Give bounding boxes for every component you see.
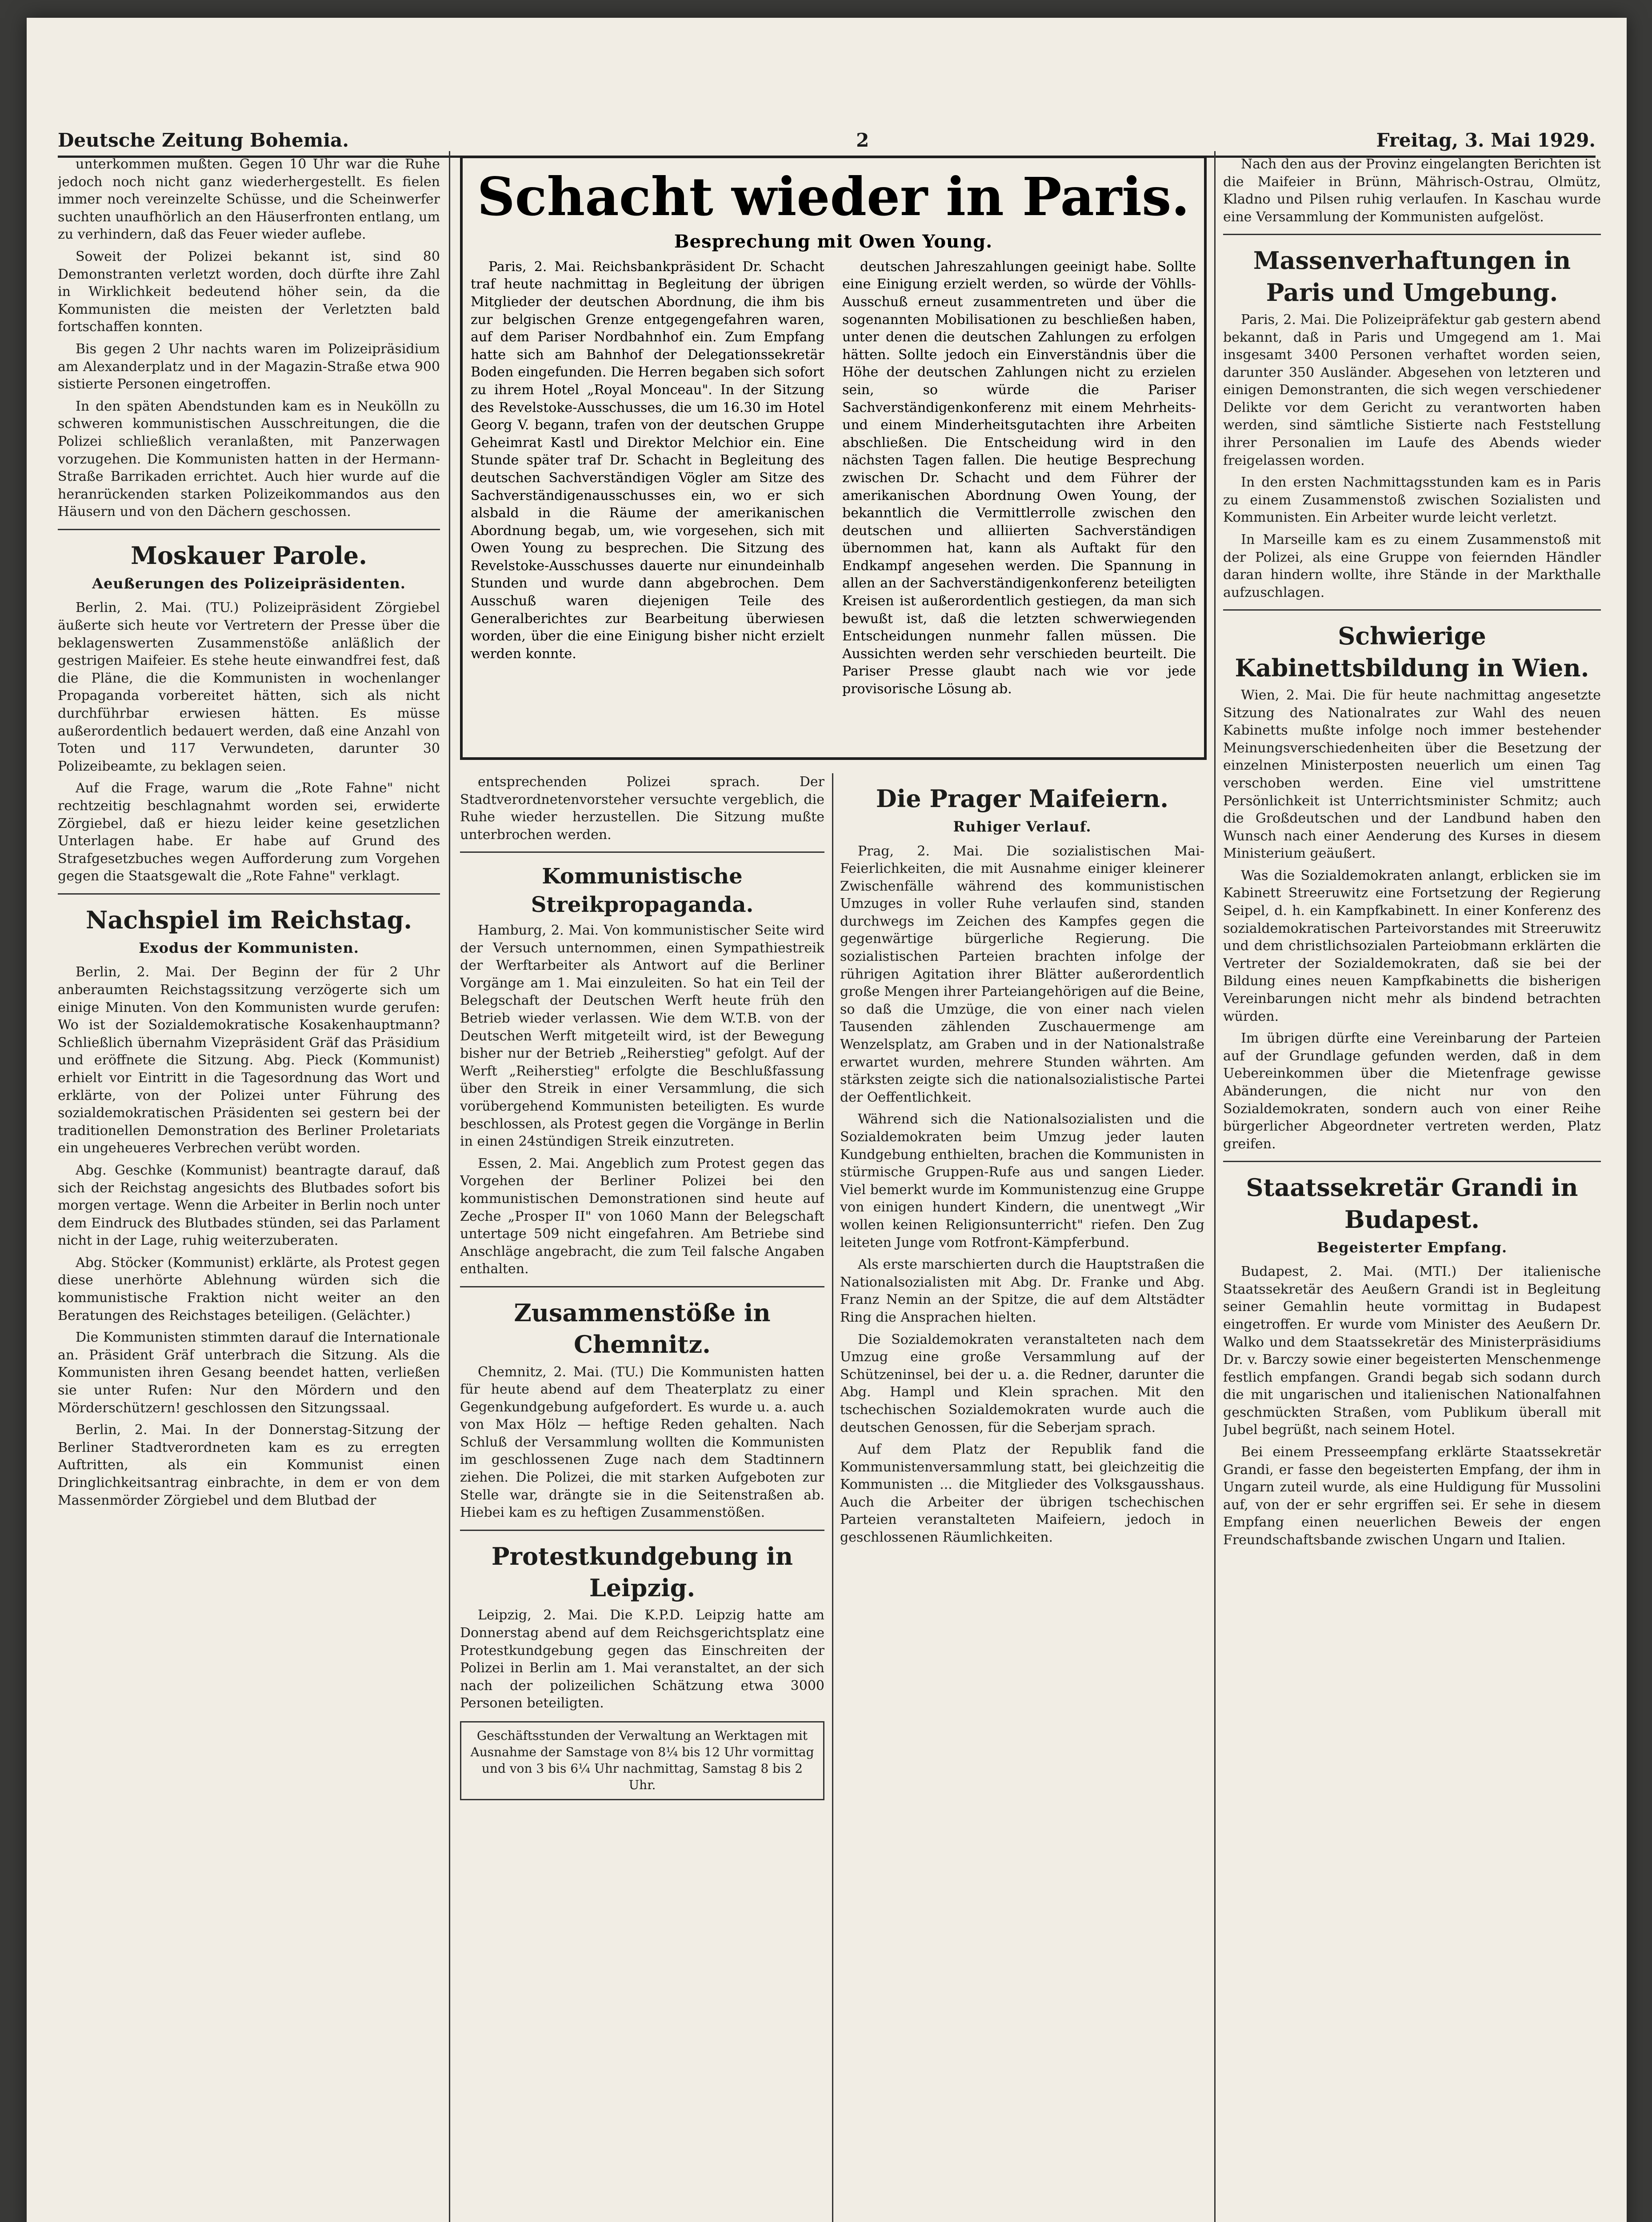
col4-p6: Im übrigen dürfte eine Vereinbarung der Parteien auf der Grundlage gefunden werden, daß in dem Uebereinkommen über die Mietenfrage gewisse Abänderungen, die nicht nur von den Sozialdemokraten, sondern auch von einer Reihe bürgerlicher Abgeordneter vertreten werden, Platz greifen. [1223,1031,1601,1152]
lead-right: deutschen Jahreszahlungen geeinigt habe. Sollte eine Einigung erzielt werden, so würde der Vöhlls-Ausschuß erneut zusammentreten und über die sogenannten Mobilisationen zu beschließen haben, unter denen die deutschen Zahlungen zu erfolgen hätten. Sollte jedoch ein Einverständnis über die Höhe der deutschen Zahlungen nicht zu erzielen sein, so würde die Pariser Sachverständigenkonferenz mit einem Mehrheits- und einem Minderheitsgutachten ihre Arbeiten abschließen. Die Entscheidung wird in den nächsten Tagen fallen. Die heutige Besprechung zwischen Dr. Schacht und dem Führer der amerikanischen Abordnung Owen Young, der bekanntlich die Vermittlerrolle zwischen den deutschen und alliierten Sachverständigen übernommen hat, kann als Auftakt für den Endkampf angesehen werden. Die Spannung in allen an der Sachverständigenkonferenz beteiligten Kreisen ist außerordentlich gestiegen, da man sich bewußt ist, daß die letzten schwerwiegenden Entscheidungen nunmehr fallen müssen. Die Aussichten werden sehr verschieden beurteilt. Die Pariser Presse glaubt nach wie vor jede provisorische Lösung ab. [842,259,1196,697]
masthead-name: Deutsche Zeitung Bohemia. [58,129,349,151]
col4-p2: In den ersten Nachmittagsstunden kam es in Paris zu einem Zusammenstoß zwischen Sozialisten und Kommunisten. Ein Arbeiter wurde leicht verletzt. [1223,475,1601,526]
divider [1223,609,1601,611]
lead-left: Paris, 2. Mai. Reichsbankpräsident Dr. Schacht traf heute nachmittag in Begleitung der übrigen Mitglieder der deutschen Abordnung, die ihm bis zur belgischen Grenze entgegengefahren waren, auf dem Pariser Nordbahnhof ein. Zum Empfang hatte sich am Bahnhof der Delegationssekretär Boden eingefunden. Die Herren begaben sich sofort zu ihrem Hotel „Royal Monceau". In der Sitzung des Revelstoke-Ausschusses, die um 16.30 im Hotel Georg V. begann, trafen von der deutschen Gruppe Geheimrat Kastl und Direktor Melchior ein. Eine Stunde später traf Dr. Schacht in Begleitung des deutschen Sachverständigen Vögler am Sitze des Sachverständigenausschusses ein, wo er sich alsbald in die Räume der amerikanischen Abordnung begab, um, wie vorgesehen, sich mit Owen Young zu besprechen. Die Sitzung des Revelstoke-Ausschusses dauerte nur einundeinhalb Stunden und wurde dann abgebrochen. Dem Ausschuß waren diejenigen Teile des Generalberichtes zur Bearbeitung überwiesen worden, über die eine Einigung bisher nicht erzielt werden konnte. [471,259,824,662]
divider [58,893,440,895]
headline-reichstag: Nachspiel im Reichstag. [85,905,412,934]
headline-grandi: Staatssekretär Grandi in Budapest. [1246,1173,1578,1234]
divider [1223,234,1601,235]
lead-article-box [460,156,1207,760]
col1-p2: Soweit der Polizei bekannt ist, sind 80 Demonstranten verletzt worden, doch dürfte ihre Zahl in Wirklichkeit bedeutend höher sein, da die Kommunisten die meisten der Verletzten bald fortschaffen konnten. [58,248,440,335]
col1-p7: Berlin, 2. Mai. Der Beginn der für 2 Uhr anberaumten Reichstagssitzung verzögerte sich um einige Minuten. Von den Kommunisten wurde gerufen: Wo ist der Sozialdemokratische Kosakenhauptmann? Schließlich übernahm Vizepräsident Gräf das Präsidium und eröffnete die Sitzung. Abg. Pieck (Kommunist) erhielt vor Eintritt in die Tagesordnung das Wort und erklärte, von der Polizei unter Führung des sozialdemokratischen Präsidenten sei gestern bei der traditionellen Demonstration des Berliner Proletariats ein ungeheueres Verbrechen verübt worden. [58,964,440,1156]
issue-date: Freitag, 3. Mai 1929. [1376,129,1596,151]
col4-p1: Paris, 2. Mai. Die Polizeipräfektur gab gestern abend bekannt, daß in Paris und Umgegend am 1. Mai insgesamt 3400 Personen verhaftet worden seien, darunter 350 Ausländer. Abgesehen von letzteren und einigen Demonstranten, die sich wegen verschiedener Delikte vor dem Gericht zu verantworten haben werden, sind sämtliche Sistierte nach Feststellung ihrer Personalien im Laufe des Abends wieder freigelassen worden. [1223,312,1601,468]
newspaper-page [27,18,1627,2222]
page-header [58,120,1596,158]
col1-intro: unterkommen mußten. Gegen 10 Uhr war die Ruhe jedoch noch nicht ganz wiederhergestellt. Es fielen immer noch vereinzelte Schüsse, und die Scheinwerfer suchten unaufhörlich an den Häuserfronten entlang, um zu verhindern, daß das Feuer wieder auflebe. [58,156,440,243]
lead-subheadline: Besprechung mit Owen Young. [674,231,993,252]
headline-prag: Die Prager Maifeiern. [876,784,1169,813]
col4-p8: Bei einem Presseempfang erklärte Staatssekretär Grandi, er fasse den begeisterten Empfang, der ihm in Ungarn zuteil wurde, als eine Huldigung für Mussolini auf, von der er sehr ergriffen sei. Er sehe in diesem Empfang einen neuerlichen Beweis der engen Freundschaftsbande zwischen Ungarn und Italien. [1223,1444,1601,1548]
col3-p5: Auf dem Platz der Republik fand die Kommunistenversammlung statt, bei gleichzeitig die Kommunisten ... die Mitglieder des Volksgausshaus. Auch die Arbeiter der übrigen tschechischen Parteien veranstalteten Maifeiern, jedoch in geschlossenen Räumlichkeiten. [840,1442,1204,1546]
subhead-grandi: Begeisterter Empfang. [1316,1239,1508,1256]
headline-wien: Schwierige Kabinettsbildung in Wien. [1235,622,1589,682]
col1-p11: Berlin, 2. Mai. In der Donnerstag-Sitzung der Berliner Stadtverordneten kam es zu erregten Auftritten, als ein Kommunist einen Dringlichkeitsantrag einbrachte, in dem er von dem Massenmörder Zörgiebel und dem Blutbad der [58,1422,440,1508]
col1-p10: Die Kommunisten stimmten darauf die Internationale an. Präsident Gräf unterbrach die Sitzung. Als die Kommunisten ihren Gesang beendet hatten, verließen sie unter Rufen: Nur den Mördern und den Mörderschützern! geschlossen den Sitzungssaal. [58,1330,440,1416]
headline-leipzig: Protestkundgebung in Leipzig. [491,1542,793,1603]
column-2 [460,773,824,2222]
headline-moskau: Moskauer Parole. [131,541,367,570]
office-hours-notice: Geschäftsstunden der Verwaltung an Werktagen mit Ausnahme der Samstage von 8¼ bis 12 Uhr vormittag und von 3 bis 6¼ Uhr nachmittag, Samstag 8 bis 2 Uhr. [460,1721,824,1800]
column-rule [832,773,833,2222]
column-3 [840,773,1204,2222]
lead-body [471,258,1196,703]
divider [460,1286,824,1287]
divider [1223,1161,1601,1162]
page-number: 2 [856,129,869,151]
col1-p3: Bis gegen 2 Uhr nachts waren im Polizeipräsidium am Alexanderplatz und in der Magazin-Straße etwa 900 sistierte Personen eingetroffen. [58,341,440,392]
col1-p4: In den späten Abendstunden kam es in Neukölln zu schweren kommunistischen Ausschreitungen, die die Polizei schließlich veranlaßten, mit Panzerwagen vorzugehen. Die Kommunisten hatten in der Hermann-Straße Barrikaden errichtet. Auch hier wurde auf die heranrückenden starken Polizeikommandos aus den Häusern und von den Dächern geschossen. [58,398,440,520]
mid-chemnitz: Chemnitz, 2. Mai. (TU.) Die Kommunisten hatten für heute abend auf dem Theaterplatz zu einer Gegenkundgebung aufgefordert. Es wurde u. a. auch von Max Hölz — heftige Reden gehalten. Nach Schluß der Versammlung wollten die Kommunisten im geschlossenen Zuge nach dem Stadtinnern ziehen. Die Polizei, die mit starken Aufgeboten zur Stelle war, drängte sie in die Seitenstraßen ab. Hiebei kam es zu heftigen Zusammenstößen. [460,1364,824,1521]
headline-streik: Kommunistische Streikpropaganda. [531,864,754,917]
col1-p5: Berlin, 2. Mai. (TU.) Polizeipräsident Zörgiebel äußerte sich heute vor Vertretern der Presse über die beklagenswerten Zusammenstöße anläßlich der gestrigen Maifeier. Es stehe heute einwandfrei fest, daß die Pläne, die die Kommunisten in wochenlanger Propaganda vorbereitet hätten, sich als nicht durchführbar erwiesen hätten. Es müsse außerordentlich bedauert werden, daß eine Anzahl von Toten und 117 Verwundeten, darunter 30 Polizeibeamte, zu beklagen seien. [58,600,440,774]
divider [460,851,824,853]
col4-intro: Nach den aus der Provinz eingelangten Berichten ist die Maifeier in Brünn, Mährisch-Ostrau, Olmütz, Kladno und Pilsen ruhig verlaufen. In Kaschau wurde eine Versammlung der Kommunisten aufgelöst. [1223,156,1601,225]
mid-leipzig: Leipzig, 2. Mai. Die K.P.D. Leipzig hatte am Donnerstag abend auf dem Reichsgerichtsplatz eine Protestkundgebung gegen das Einschreiten der Polizei in Berlin am 1. Mai veranstaltet, an der sich nach der polizeilichen Schätzung etwa 3000 Personen beteiligten. [460,1607,824,1711]
divider [460,1530,824,1531]
col1-p6: Auf die Frage, warum die „Rote Fahne" nicht rechtzeitig beschlagnahmt worden sei, erwiderte Zörgiebel, daß er hiezu leider keine gesetzlichen Unterlagen habe. Er habe auf Grund des Strafgesetzbuches wegen Aufforderung zum Vorgehen gegen die Staatsgewalt die „Rote Fahne" verklagt. [58,780,440,884]
subhead-moskau: Aeußerungen des Polizeipräsidenten. [92,575,406,592]
headline-paris: Massenverhaftungen in Paris und Umgebung. [1253,246,1571,307]
col4-p3: In Marseille kam es zu einem Zusammenstoß mit der Polizei, als eine Gruppe von feiernden Händler daran hindern wollte, ihre Stände in der Markthalle aufzuschlagen. [1223,532,1601,600]
col4-p4: Wien, 2. Mai. Die für heute nachmittag angesetzte Sitzung des Nationalrates zur Wahl des neuen Kabinetts mußte infolge noch immer bestehender Meinungsverschiedenheiten über die Besetzung der einzelnen Ministerposten neuerlich um einen Tag verschoben werden. Eine viel umstrittene Persönlichkeit ist Unterrichtsminister Schmitz; auch die Großdeutschen und der Landbund haben den Wunsch nach einer Aenderung des Kurses in diesem Ministerium geäußert. [1223,687,1601,862]
col3-p4: Die Sozialdemokraten veranstalteten nach dem Umzug eine große Versammlung auf der Schützeninsel, bei der u. a. die Redner, darunter die Abg. Hampl und Klein sprachen. Mit den tschechischen Sozialdemokraten wurde auch die deutschen Genossen, für die Seberjam sprach. [840,1331,1204,1435]
divider [58,529,440,530]
col3-p3: Als erste marschierten durch die Hauptstraßen die Nationalsozialisten mit Abg. Dr. Franke und Abg. Franz Nemin an der Spitze, die auf dem Altstädter Ring die Ansprachen hielten. [840,1257,1204,1325]
col4-p5: Was die Sozialdemokraten anlangt, erblicken sie im Kabinett Streeruwitz eine Fortsetzung der Regierung Seipel, d. h. ein Kampfkabinett. In einer Konferenz des sozialdemokratischen Parteivorstandes mit Streeruwitz und dem christlichsozialen Parteiobmann erklärten die Vertreter der Sozialdemokraten, daß sie bei der Bildung eines neuen Kampfkabinetts die bisherigen Vereinbarungen nicht mehr als bindend betrachten würden. [1223,867,1601,1024]
col1-p8: Abg. Geschke (Kommunist) beantragte darauf, daß sich der Reichstag angesichts des Blutbades sofort bis morgen vertage. Wenn die Arbeiter in Berlin noch unter dem Eindruck des Blutbades stünden, sei das Parlament nicht in der Lage, ruhig weiterzuberaten. [58,1162,440,1249]
mid-cont: entsprechenden Polizei sprach. Der Stadtverordnetenvorsteher versuchte vergeblich, die Ruhe wieder herzustellen. Die Sitzung mußte unterbrochen werden. [460,774,824,843]
col3-p1: Prag, 2. Mai. Die sozialistischen Mai-Feierlichkeiten, die mit Ausnahme einiger kleinerer Zwischenfälle während des kommunistischen Umzuges in voller Ruhe verlaufen sind, standen durchwegs im Zeichen des Kampfes gegen die gegenwärtige bürgerliche Regierung. Die sozialistischen Parteien brachten infolge der rührigen Agitation ihrer Blätter außerordentlich große Mengen ihrer Parteiangehörigen auf die Beine, so daß die Umzüge, die von einer nach vielen Tausenden zählenden Zuschauermenge am Wenzelsplatz, am Graben und in der Nationalstraße erwartet wurden, mehrere Stunden währten. Am stärksten zeigte sich die nationalsozialistische Partei der Oeffentlichkeit. [840,843,1204,1105]
col1-p9: Abg. Stöcker (Kommunist) erklärte, als Protest gegen diese unerhörte Ablehnung würden sich die kommunistische Fraktion nicht weiter an den Beratungen des Reichstages beteiligen. (Gelächter.) [58,1255,440,1323]
col4-p7: Budapest, 2. Mai. (MTI.) Der italienische Staatssekretär des Aeußern Grandi ist in Begleitung seiner Gemahlin heute vormittag in Budapest eingetroffen. Er wurde vom Minister des Aeußern Dr. Walko und dem Staatssekretär des Ministerpräsidiums Dr. v. Barczy sowie einer begeisterten Menschenmenge festlich empfangen. Grandi begab sich sodann durch die mit ungarischen und italienischen Nationalfahnen geschmückten Straßen, vom Publikum überall mit Jubel begrüßt, nach seinem Hotel. [1223,1264,1601,1438]
subhead-reichstag: Exodus der Kommunisten. [139,939,359,957]
col3-p2: Während sich die Nationalsozialisten und die Sozialdemokraten beim Umzug jeder lauten Kundgebung enthielten, brachen die Kommunisten in stürmische Gruppen-Rufe aus und sangen Lieder. Viel bemerkt wurde im Kommunistenzug eine Gruppe von einigen hundert Kindern, die unentwegt „Wir wollen keinen Religionsunterricht" riefen. Den Zug leiteten Junge vom Rotfront-Kämpferbund. [840,1111,1204,1251]
lead-headline: Schacht wieder in Paris. [477,166,1190,228]
mid-essen: Essen, 2. Mai. Angeblich zum Protest gegen das Vorgehen der Berliner Polizei bei den kommunistischen Demonstrationen sind heute auf Zeche „Prosper II" von 1060 Mann der Belegschaft untertage 509 nicht eingefahren. Am Betriebe sind Anschläge angebracht, die zum Teil falsche Angaben enthalten. [460,1155,824,1277]
column-4 [1223,156,1601,2222]
subhead-prag: Ruhiger Verlauf. [953,818,1092,835]
column-rule [1214,151,1216,2222]
column-rule [449,151,450,2222]
headline-chemnitz: Zusammenstöße in Chemnitz. [514,1298,771,1359]
column-1 [58,156,440,2222]
mid-streik: Hamburg, 2. Mai. Von kommunistischer Seite wird der Versuch unternommen, einen Sympathiestreik der Werftarbeiter als Antwort auf die Berliner Vorgänge am 1. Mai einzuleiten. So hat ein Teil der Belegschaft der Deutschen Werft heute früh den Betrieb wieder verlassen. Wie dem W.T.B. von der Deutschen Werft mitgeteilt wird, ist der Bewegung bisher nur der Betrieb „Reiherstieg" gefolgt. Auf der Werft „Reiherstieg" erfolgte die Beschlußfassung über den Streik in einer Versammlung, die sich vorübergehend Kommunisten beteiligten. Es wurde beschlossen, als Protest gegen die Vorgänge in Berlin in einen 24stündigen Streik einzutreten. [460,923,824,1150]
